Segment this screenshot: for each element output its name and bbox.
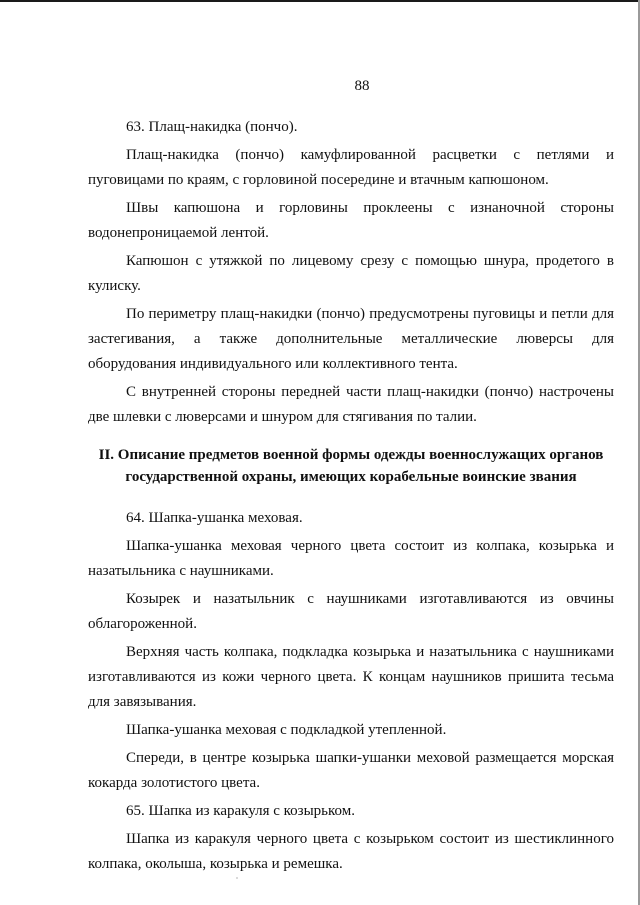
poncho-description: Плащ-накидка (пончо) камуфлированной расцветки с петлями и пуговицами по краям, с горловиной посередине и втачным капюшоном. xyxy=(88,147,614,188)
poncho-hood: Капюшон с утяжкой по лицевому срезу с помощью шнура, продетого в кулиску. xyxy=(88,253,614,294)
karakul-hat-description: Шапка из каракуля черного цвета с козырьком состоит из шестиклинного колпака, околыша, козырька и ремешка. xyxy=(88,831,614,872)
section-heading-line-1: II. Описание предметов военной формы одежды военнослужащих органов xyxy=(98,447,604,463)
ushanka-visor: Козырек и назатыльник с наушниками изготавливаются из овчины облагороженной. xyxy=(88,591,614,632)
scan-artifact xyxy=(236,877,238,879)
poncho-seams: Швы капюшона и горловины проклеены с изнаночной стороны водонепроницаемой лентой. xyxy=(88,200,614,241)
ushanka-lining: Шапка-ушанка меховая с подкладкой утепленной. xyxy=(126,722,447,738)
ushanka-top: Верхняя часть колпака, подкладка козырька и назатыльника с наушниками изготавливаются из кожи черного цвета. К концам наушников пришита тесьма для завязывания. xyxy=(88,644,614,710)
item-63-title: 63. Плащ-накидка (пончо). xyxy=(126,119,298,135)
item-64-title: 64. Шапка-ушанка меховая. xyxy=(126,510,303,526)
document-body xyxy=(88,115,614,880)
item-65-title: 65. Шапка из каракуля с козырьком. xyxy=(126,803,355,819)
section-heading xyxy=(88,444,614,488)
section-heading-line-2: государственной охраны, имеющих корабельные воинские звания xyxy=(125,469,577,485)
page-number: 88 xyxy=(354,78,370,94)
ushanka-cockade: Спереди, в центре козырька шапки-ушанки меховой размещается морская кокарда золотистого цвета. xyxy=(88,750,614,791)
poncho-inner-side: С внутренней стороны передней части плащ-накидки (пончо) настрочены две шлевки с люверсами и шнуром для стягивания по талии. xyxy=(88,384,614,425)
poncho-perimeter: По периметру плащ-накидки (пончо) предусмотрены пуговицы и петли для застегивания, а также дополнительные металлические люверсы для оборудования индивидуального или коллективного тента. xyxy=(88,306,614,372)
ushanka-description: Шапка-ушанка меховая черного цвета состоит из колпака, козырька и назатыльника с наушниками. xyxy=(88,538,614,579)
scan-top-edge xyxy=(0,0,640,2)
